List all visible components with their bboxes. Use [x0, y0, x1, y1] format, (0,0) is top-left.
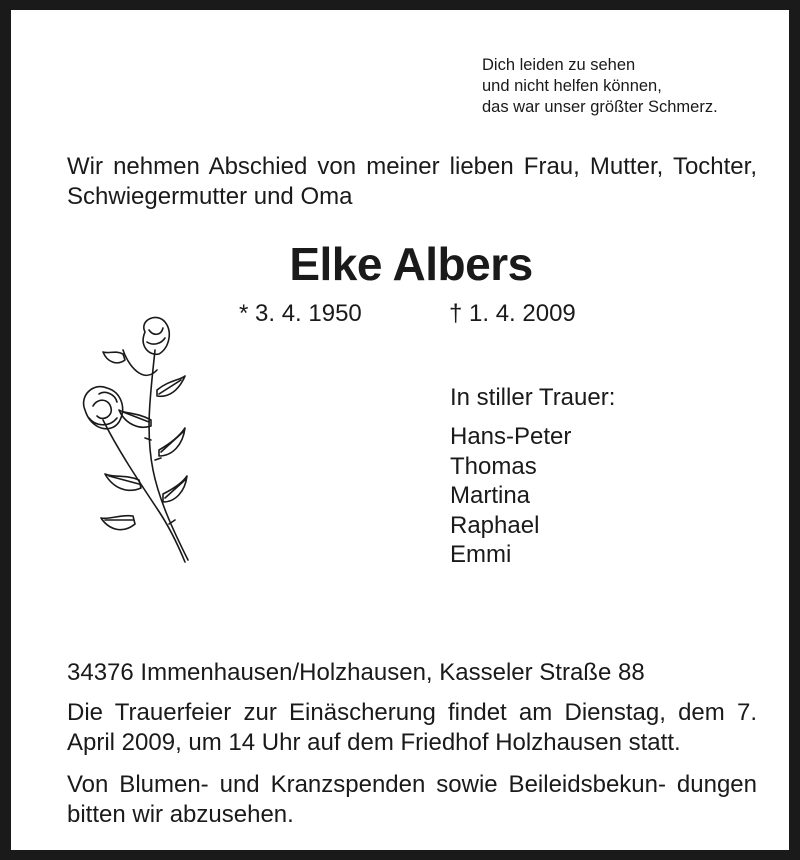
funeral-details: Die Trauerfeier zur Einäscherung findet am Dienstag, dem 7. April 2009, um 14 Uhr auf dem Friedhof Holzhausen statt.	[67, 699, 757, 756]
intro-text: Wir nehmen Abschied von meiner lieben Frau, Mutter, Tochter, Schwiegermutter und Oma	[67, 153, 757, 210]
mourning-label: In stiller Trauer:	[450, 384, 616, 411]
family-address: 34376 Immenhausen/Holzhausen, Kasseler Straße 88	[67, 659, 645, 686]
mourner-name: Hans-Peter	[450, 423, 572, 450]
flowers-request: Von Blumen- und Kranzspenden sowie Beileidsbekun- dungen bitten wir abzusehen.	[67, 771, 757, 828]
mourner-list	[450, 422, 571, 570]
rose-illustration-icon	[73, 310, 203, 570]
mourner-name: Raphael	[450, 511, 540, 539]
deceased-name: Elke Albers	[289, 238, 533, 290]
motto-verse: Dich leiden zu sehen und nicht helfen können, das war unser größter Schmerz.	[482, 56, 718, 116]
mourner-name: Martina	[450, 482, 531, 509]
mourner-name: Thomas	[450, 452, 537, 480]
mourner-name: Emmi	[450, 541, 512, 568]
birth-date: * 3. 4. 1950	[239, 300, 362, 327]
death-date: † 1. 4. 2009	[449, 300, 576, 327]
